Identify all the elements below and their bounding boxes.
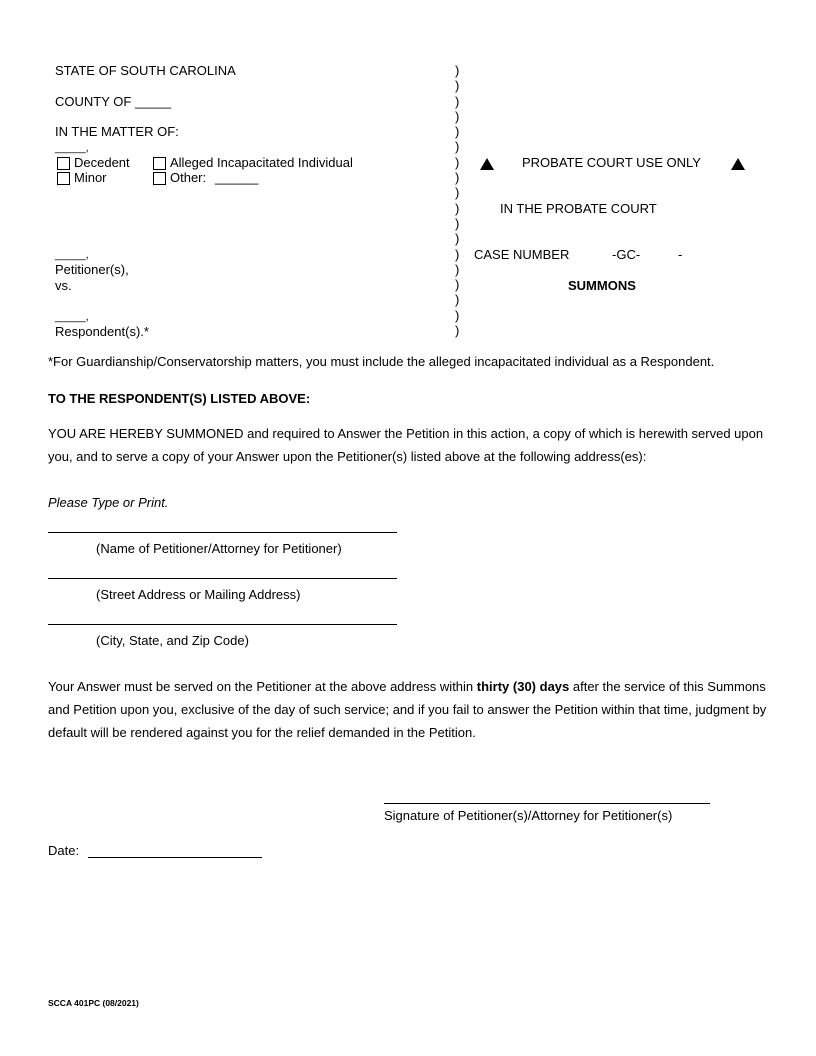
case-number-gc[interactable]: -GC- <box>612 247 641 262</box>
thirty-days-emphasis: thirty (30) days <box>476 679 570 694</box>
other-label: Other: <box>170 170 207 185</box>
alleged-incapacitated-label: Alleged Incapacitated Individual <box>170 155 353 170</box>
alleged-incapacitated-checkbox[interactable] <box>153 157 166 170</box>
other-field[interactable]: ______ <box>215 170 259 185</box>
street-address-label: (Street Address or Mailing Address) <box>96 587 301 602</box>
petitioner-label: Petitioner(s), <box>55 262 129 277</box>
decedent-label: Decedent <box>74 155 130 170</box>
minor-checkbox[interactable] <box>57 172 70 185</box>
caption-divider: ) ) ) ) ) ) ) ) ) ) ) ) ) ) ) ) ) ) <box>455 63 460 339</box>
probate-use-label: PROBATE COURT USE ONLY <box>522 155 701 170</box>
respondent-label: Respondent(s).* <box>55 324 149 339</box>
document-title: SUMMONS <box>568 278 636 293</box>
date-line[interactable] <box>88 857 262 858</box>
respondent-field[interactable]: _____, <box>55 311 89 323</box>
triangle-up-icon-left <box>480 158 494 170</box>
city-state-zip-line[interactable] <box>48 624 397 625</box>
probate-court-label: IN THE PROBATE COURT <box>500 201 657 216</box>
matter-label: IN THE MATTER OF: <box>55 124 179 139</box>
signature-label: Signature of Petitioner(s)/Attorney for Petitioner(s) <box>384 808 673 823</box>
answer-paragraph: Your Answer must be served on the Petitioner at the above address within thirty (30) days after the service of this Summons and Petition upon you, exclusive of the day of such service; and if you fail to answer the Petition within that time, judgment by default will be rendered against you for the relief demanded in the Petition. <box>48 679 767 740</box>
decedent-checkbox[interactable] <box>57 157 70 170</box>
county-label: COUNTY OF <box>55 94 132 109</box>
vs-label: vs. <box>55 278 72 293</box>
state-heading: STATE OF SOUTH CAROLINA <box>55 63 236 78</box>
street-address-line[interactable] <box>48 578 397 579</box>
minor-label: Minor <box>74 170 107 185</box>
signature-line[interactable] <box>384 803 710 804</box>
case-number-label: CASE NUMBER <box>474 247 570 262</box>
summons-paragraph: YOU ARE HEREBY SUMMONED and required to Answer the Petition in this action, a copy of which is herewith served upon you, and to serve a copy of your Answer upon the Petitioner(s) listed above at the following address(es): <box>48 426 764 464</box>
matter-field[interactable]: _____, <box>55 142 89 154</box>
county-field[interactable]: _____ <box>134 94 172 109</box>
case-number-dash[interactable]: - <box>678 247 683 262</box>
triangle-up-icon-right <box>731 158 745 170</box>
date-label: Date: <box>48 843 80 858</box>
respondent-heading: TO THE RESPONDENT(S) LISTED ABOVE: <box>48 391 311 406</box>
county-line <box>55 94 171 110</box>
other-checkbox[interactable] <box>153 172 166 185</box>
form-id: SCCA 401PC (08/2021) <box>48 998 139 1008</box>
petitioner-name-label: (Name of Petitioner/Attorney for Petitioner) <box>96 541 342 556</box>
guardianship-footnote: *For Guardianship/Conservatorship matters, you must include the alleged incapacitated individual as a Respondent. <box>48 354 715 369</box>
city-state-zip-label: (City, State, and Zip Code) <box>96 633 249 648</box>
type-print-note: Please Type or Print. <box>48 495 169 510</box>
petitioner-name-line[interactable] <box>48 532 397 533</box>
petitioner-field[interactable]: _____, <box>55 249 89 261</box>
